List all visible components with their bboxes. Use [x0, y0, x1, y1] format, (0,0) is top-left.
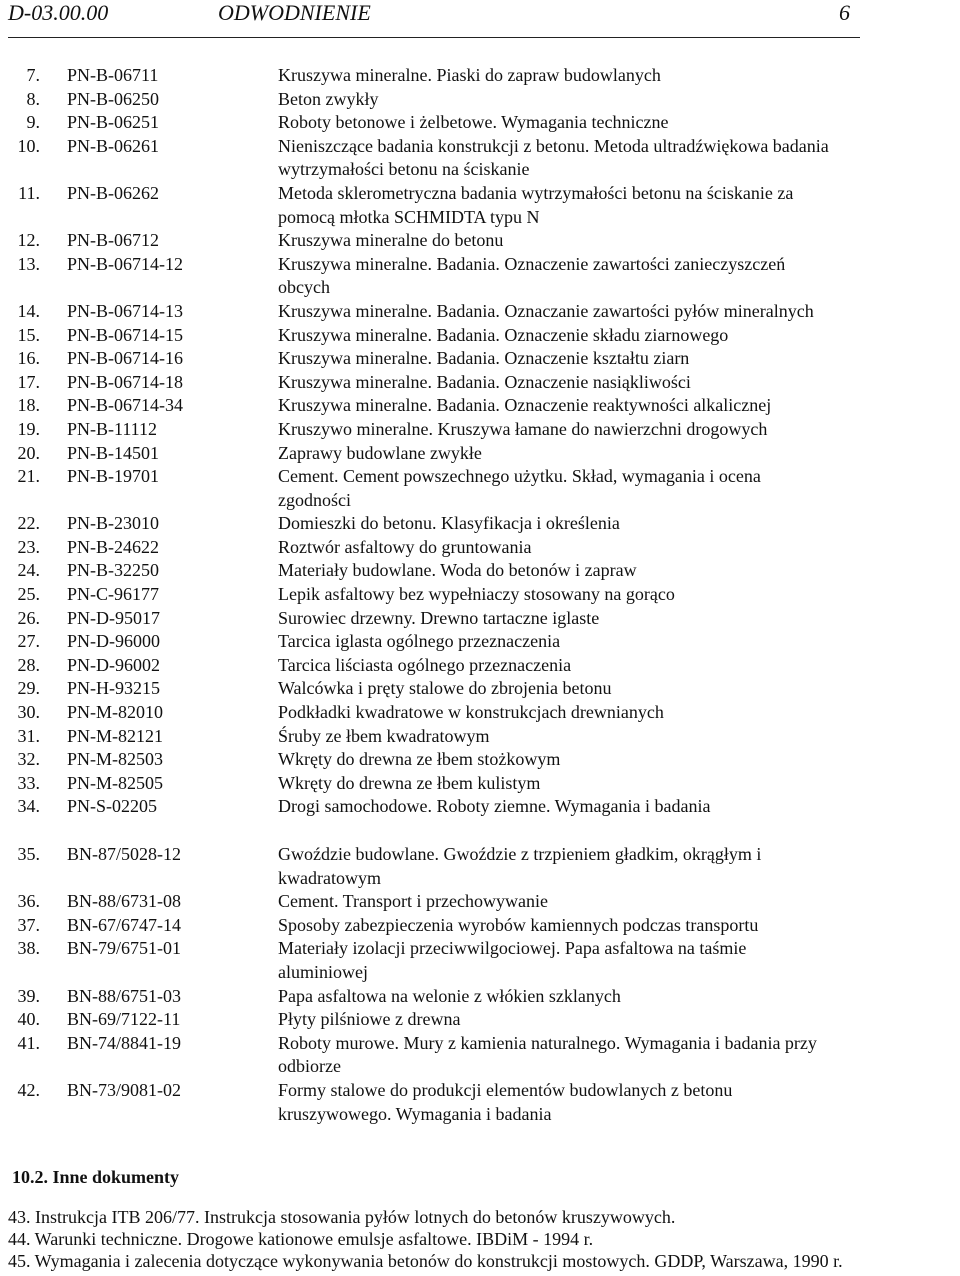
standard-code: PN-D-96000: [67, 631, 160, 652]
list-item: [0, 442, 960, 466]
list-item: 44. Warunki techniczne. Drogowe kationowe emulsje asfaltowe. IBDiM - 1994 r.: [8, 1229, 594, 1250]
standard-code: PN-B-06711: [67, 65, 159, 85]
standard-code: PN-M-82010: [67, 702, 164, 723]
list-item: [0, 465, 960, 512]
standard-title: Sposoby zabezpieczenia wyrobów kamiennych podczas transportu: [278, 914, 759, 935]
section-heading: 10.2. Inne dokumenty: [12, 1167, 180, 1187]
standard-title: Zaprawy budowlane zwykłe: [278, 442, 482, 463]
standard-code: PN-B-06261: [67, 135, 160, 156]
standard-num: 12.: [17, 230, 40, 251]
standard-num: 8.: [26, 88, 40, 109]
standard-code: BN-87/5028-12: [67, 844, 181, 864]
standard-num: 22.: [17, 513, 40, 534]
list-item: [0, 512, 960, 536]
standard-title: Kruszywa mineralne. Badania. Oznaczenie reaktywności alkalicznej: [278, 395, 772, 416]
standard-num: 37.: [17, 914, 40, 935]
standard-num: 42.: [17, 1079, 40, 1100]
list-item: [0, 725, 960, 749]
standard-code: BN-88/6731-08: [67, 891, 181, 912]
standard-code: BN-74/8841-19: [67, 1032, 181, 1053]
standard-code: PN-B-06250: [67, 88, 160, 109]
standard-title: Kruszywo mineralne. Kruszywa łamane do nawierzchni drogowych: [278, 418, 768, 439]
list-item: [0, 772, 960, 796]
list-item: [0, 135, 960, 182]
standard-num: 21.: [17, 466, 40, 487]
list-item: [0, 748, 960, 772]
standard-num: 17.: [17, 371, 40, 392]
standard-code: PN-S-02205: [67, 796, 158, 817]
standard-num: 27.: [17, 631, 40, 652]
standard-num: 28.: [17, 654, 40, 675]
list-item: [0, 914, 960, 938]
standard-num: 25.: [17, 584, 40, 605]
standard-title: Nieniszczące badania konstrukcji z betonu. Metoda ultradźwiękowa badania wytrzymałości betonu na ściskanie: [278, 135, 829, 180]
standard-title: Gwoździe budowlane. Gwoździe z trzpieniem gładkim, okrągłym i kwadratowym: [278, 844, 762, 888]
other-documents-list: [8, 1206, 958, 1273]
standard-title: Formy stalowe do produkcji elementów budowlanych z betonu kruszywowego. Wymagania i badania: [278, 1079, 733, 1124]
standard-title: Drogi samochodowe. Roboty ziemne. Wymagania i badania: [278, 796, 711, 817]
list-item: [0, 347, 960, 371]
standard-num: 32.: [17, 749, 40, 770]
standard-title: Tarcica iglasta ogólnego przeznaczenia: [278, 631, 561, 652]
list-item: [0, 843, 960, 890]
standard-code: PN-M-82503: [67, 749, 164, 770]
standard-code: PN-B-06714-15: [67, 324, 183, 345]
standard-code: PN-B-06251: [67, 112, 160, 133]
standard-num: 30.: [17, 702, 40, 723]
list-item: [0, 677, 960, 701]
list-item: [0, 371, 960, 395]
list-item: [0, 795, 960, 819]
standard-num: 9.: [26, 112, 40, 133]
standard-title: Beton zwykły: [278, 88, 379, 109]
standard-num: 15.: [17, 324, 40, 345]
standard-title: Cement. Cement powszechnego użytku. Skład, wymagania i ocena zgodności: [278, 466, 761, 510]
standard-code: PN-M-82121: [67, 725, 164, 746]
standard-code: PN-B-06714-13: [67, 300, 183, 321]
standards-list: [0, 64, 960, 1126]
standard-title: Materiały izolacji przeciwwilgociowej. Papa asfaltowa na taśmie aluminiowej: [278, 938, 747, 982]
list-item: [0, 64, 960, 88]
spec-code: D-03.00.00: [8, 0, 109, 25]
list-item: [0, 418, 960, 442]
list-item: [0, 111, 960, 135]
standard-title: Płyty pilśniowe z drewna: [278, 1009, 461, 1030]
standard-num: 40.: [17, 1009, 40, 1030]
standard-code: PN-C-96177: [67, 584, 160, 605]
list-item: [0, 300, 960, 324]
list-item: [0, 394, 960, 418]
list-item: [0, 182, 960, 229]
standard-title: Roboty murowe. Mury z kamienia naturalnego. Wymagania i badania przy odbiorze: [278, 1032, 817, 1077]
standard-title: Walcówka i pręty stalowe do zbrojenia betonu: [278, 678, 612, 699]
standard-title: Surowiec drzewny. Drewno tartaczne iglaste: [278, 607, 600, 628]
list-item: [0, 583, 960, 607]
standard-title: Kruszywa mineralne. Badania. Oznaczanie zawartości pyłów mineralnych: [278, 300, 814, 321]
list-item: [0, 985, 960, 1009]
list-item: [0, 701, 960, 725]
list-item: [0, 1032, 960, 1079]
standard-num: 39.: [17, 985, 40, 1006]
standard-title: Cement. Transport i przechowywanie: [278, 891, 548, 912]
list-item: [0, 630, 960, 654]
list-item: [0, 654, 960, 678]
standard-code: BN-88/6751-03: [67, 985, 181, 1006]
standard-code: PN-B-06712: [67, 230, 160, 251]
list-item: [0, 1079, 960, 1126]
standard-code: BN-67/6747-14: [67, 914, 181, 935]
spec-title: ODWODNIENIE: [218, 0, 371, 25]
standard-num: 14.: [17, 300, 40, 321]
standard-num: 16.: [17, 348, 40, 369]
standard-num: 7.: [26, 65, 40, 85]
list-item: [0, 253, 960, 300]
standard-title: Kruszywa mineralne. Badania. Oznaczenie nasiąkliwości: [278, 371, 691, 392]
standard-code: PN-B-24622: [67, 536, 160, 557]
standard-num: 33.: [17, 772, 40, 793]
standard-num: 20.: [17, 442, 40, 463]
standard-title: Śruby ze łbem kwadratowym: [278, 725, 490, 746]
standard-title: Wkręty do drewna ze łbem stożkowym: [278, 749, 561, 770]
standard-title: Roboty betonowe i żelbetowe. Wymagania techniczne: [278, 112, 669, 133]
standard-code: PN-D-96002: [67, 654, 160, 675]
list-item: [0, 229, 960, 253]
standard-num: 38.: [17, 938, 40, 959]
standard-code: PN-B-23010: [67, 513, 160, 534]
standard-title: Tarcica liściasta ogólnego przeznaczenia: [278, 654, 572, 675]
standard-num: 29.: [17, 678, 40, 699]
standard-num: 36.: [17, 891, 40, 912]
standard-code: BN-69/7122-11: [67, 1009, 181, 1030]
standard-title: Roztwór asfaltowy do gruntowania: [278, 536, 532, 557]
standard-title: Metoda sklerometryczna badania wytrzymałości betonu na ściskanie za pomocą młotka SCHMIDTA typu N: [278, 182, 794, 227]
standard-title: Papa asfaltowa na welonie z włókien szklanych: [278, 985, 621, 1006]
standard-code: PN-B-14501: [67, 442, 160, 463]
list-item: 43. Instrukcja ITB 206/77. Instrukcja stosowania pyłów lotnych do betonów kruszywowych.: [8, 1207, 676, 1227]
list-item: [0, 937, 960, 984]
standard-code: PN-B-06714-12: [67, 253, 183, 274]
standard-num: 19.: [17, 418, 40, 439]
standard-title: Kruszywa mineralne. Piaski do zapraw budowlanych: [278, 65, 661, 85]
standard-title: Wkręty do drewna ze łbem kulistym: [278, 772, 541, 793]
standard-num: 34.: [17, 796, 40, 817]
page-number: 6: [839, 0, 850, 25]
standard-code: PN-B-32250: [67, 560, 160, 581]
standard-title: Kruszywa mineralne. Badania. Oznaczenie kształtu ziarn: [278, 348, 690, 369]
standard-num: 18.: [17, 395, 40, 416]
list-item: [0, 1008, 960, 1032]
list-item: [0, 324, 960, 348]
standard-code: PN-D-95017: [67, 607, 160, 628]
standard-code: PN-B-06714-34: [67, 395, 183, 416]
standard-title: Domieszki do betonu. Klasyfikacja i określenia: [278, 513, 620, 534]
standard-code: PN-B-19701: [67, 466, 160, 487]
standard-num: 11.: [18, 182, 40, 203]
page-header: [8, 0, 860, 38]
list-item: [0, 559, 960, 583]
list-item: [0, 607, 960, 631]
standard-num: 31.: [17, 725, 40, 746]
standard-code: BN-79/6751-01: [67, 938, 181, 959]
standard-title: Podkładki kwadratowe w konstrukcjach drewnianych: [278, 702, 664, 723]
list-item: 45. Wymagania i zalecenia dotyczące wykonywania betonów do konstrukcji mostowych. GDDP, Warszawa, 1990 r.: [8, 1251, 843, 1272]
standard-title: Kruszywa mineralne do betonu: [278, 230, 504, 251]
standard-code: PN-B-11112: [67, 418, 157, 439]
standard-num: 10.: [17, 135, 40, 156]
standard-code: PN-B-06714-18: [67, 371, 183, 392]
list-item: [0, 536, 960, 560]
standard-code: BN-73/9081-02: [67, 1079, 181, 1100]
standard-code: PN-M-82505: [67, 772, 164, 793]
standard-code: PN-H-93215: [67, 678, 160, 699]
list-item: [0, 88, 960, 112]
standard-title: Lepik asfaltowy bez wypełniaczy stosowany na gorąco: [278, 584, 675, 605]
standard-num: 41.: [17, 1032, 40, 1053]
standard-num: 13.: [17, 253, 40, 274]
standard-title: Kruszywa mineralne. Badania. Oznaczenie zawartości zanieczyszczeń obcych: [278, 253, 786, 298]
standard-title: Materiały budowlane. Woda do betonów i zapraw: [278, 560, 637, 581]
standard-code: PN-B-06262: [67, 182, 160, 203]
list-item: [0, 890, 960, 914]
standard-title: Kruszywa mineralne. Badania. Oznaczenie składu ziarnowego: [278, 324, 729, 345]
standard-num: 26.: [17, 607, 40, 628]
standard-num: 23.: [17, 536, 40, 557]
standard-num: 35.: [17, 844, 40, 864]
standard-code: PN-B-06714-16: [67, 348, 183, 369]
standard-num: 24.: [17, 560, 40, 581]
